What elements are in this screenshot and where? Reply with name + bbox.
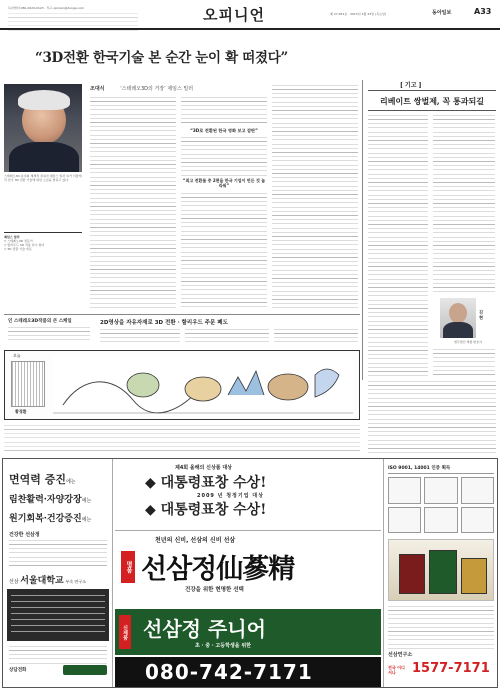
- quote-1: “3D로 전환된 한국 영화 보고 감탄”: [190, 128, 258, 133]
- feature-headline: “3D전환 한국기술 본 순간 눈이 확 떠졌다”: [35, 50, 288, 66]
- column-body-lower: [368, 380, 496, 454]
- ad-award-panel: [115, 461, 381, 531]
- byline-text: ‘스테레오3D의 거장’ 제임스 밀러: [120, 86, 194, 92]
- ad-phone-number: 080-742-7171: [145, 660, 313, 684]
- certificate-image: [388, 507, 421, 534]
- paper-name: 동아일보: [432, 10, 452, 16]
- profile-box: [4, 232, 82, 270]
- masthead-rule: [0, 28, 500, 30]
- ad-left-text-2: [9, 645, 107, 665]
- column-title: 리베이트 쌍벌제, 꼭 통과되길: [380, 96, 484, 106]
- ad-certificate-grid: [388, 477, 494, 533]
- feature-body-col2c: [181, 192, 267, 310]
- certificate-image: [424, 507, 457, 534]
- ad-brand-name: 선삼정仙蔘精: [141, 554, 295, 585]
- certificate-image: [461, 507, 494, 534]
- ad-award-top: 제4회 올해의 신상품 대상: [175, 465, 233, 471]
- profile-line: ▽ 3D 전환 기술 자문: [4, 247, 32, 251]
- certificate-image: [388, 477, 421, 504]
- sub-body-col2: [100, 328, 180, 346]
- ad-right-phone: 1577-7171: [412, 661, 490, 676]
- feature-body-col3: [272, 84, 358, 310]
- cartoon-label: 오늘: [13, 353, 21, 358]
- feature-body-col2b: [181, 136, 267, 176]
- ad-right-text: [388, 605, 494, 649]
- ad-brand-sub: 건강을 위한 현명한 선택: [185, 587, 244, 593]
- ad-univ-line: 선삼 서울대학교 부속 연구소: [9, 576, 86, 586]
- ad-left-text: [9, 539, 107, 569]
- column-body-right: [433, 114, 495, 294]
- page-number: A33: [474, 7, 492, 16]
- ad-left-panel: [3, 459, 113, 687]
- ad-junior-sub: 초 · 중 · 고등학생을 위한: [195, 643, 251, 649]
- cartoon-strip: [4, 350, 360, 420]
- ad-logo-icon: [63, 665, 107, 675]
- masthead: [0, 0, 500, 44]
- ad-company: 선삼연구소: [388, 652, 413, 658]
- masthead-contact: 독자센터 080-2020-0123 · 투고 opinion@donga.com: [8, 6, 85, 10]
- product-box-icon: [399, 554, 425, 594]
- author-photo: [440, 298, 476, 338]
- product-box-icon: [461, 558, 487, 594]
- ad-dark-list-lines: [11, 593, 105, 637]
- column-divider: [362, 80, 363, 380]
- ad-award-1: ◆ 대통령표창 수상!: [145, 475, 267, 491]
- ad-phone-bar: [115, 657, 381, 687]
- profile-title: 제임스 밀러: [4, 235, 20, 239]
- photo-caption: 스테레오3D 분야의 세계적 권위자 제임스 밀러 씨가 서울에서 한국 3D 전환 기술에 대한 소감을 밝히고 있다.: [4, 174, 82, 182]
- interview-photo: [4, 84, 82, 172]
- column-body-right-end: [433, 348, 495, 376]
- sub-heading: 인 스테레오3D작품의 큰 스케일: [8, 319, 72, 324]
- ad-award-year: 2009 년 청정기업 대상: [197, 493, 264, 499]
- cartoon-artist: 황경환: [15, 409, 27, 414]
- sub-body-col4: [274, 328, 358, 346]
- photo-body-shape: [9, 142, 79, 172]
- cartoon-heading: 2D영상을 자유자재로 3D 전환 · 할리우드 주문 폐도: [100, 320, 228, 326]
- ad-iso: ISO 9001, 14001 인증 획득: [388, 465, 494, 474]
- ad-brand-side: 명품: [121, 551, 135, 583]
- photo-hair-shape: [18, 90, 70, 110]
- ad-junior-side: 신제품: [119, 615, 131, 649]
- column-tag-rule: [368, 90, 496, 91]
- ad-junior-name: 선삼정 주니어: [143, 617, 266, 641]
- ad-phrase-2: 림찬활력·자양강장에는: [9, 495, 92, 505]
- author-face-shape: [449, 303, 467, 323]
- ad-phrase-3: 원기회복·건강증진에는: [9, 514, 92, 524]
- feature-body-col1: [90, 96, 176, 310]
- product-box-icon: [429, 550, 457, 594]
- ad-brand-panel: [115, 533, 381, 607]
- ad-dark-list: [7, 589, 109, 641]
- certificate-image: [424, 477, 457, 504]
- column-tag: [ 기고 ]: [400, 82, 422, 89]
- quote-2: “최고 전환물 중 2편을 한국 기업이 만든 것 놀라워”: [182, 178, 266, 188]
- interviewer-label: 조대식: [90, 86, 105, 92]
- ad-diamond-icon: ◆: [145, 475, 156, 491]
- ad-right-phone-label: 전국 어디서나: [388, 665, 405, 675]
- author-body-shape: [443, 322, 473, 338]
- profile-line: ▽ 할리우드 3D 작품 다수 참여: [4, 243, 45, 247]
- certificate-image: [461, 477, 494, 504]
- ad-line-4: 건강한 선삼정: [9, 532, 40, 538]
- ad-right-panel: [383, 459, 497, 687]
- ad-phrase-1: 면역력 증진에는: [9, 473, 76, 486]
- date-line: 제 27,051호 · 2015년 4월 23일 (목요일): [330, 12, 387, 16]
- ad-award-2: ◆ 대통령표창 수상!: [145, 502, 267, 518]
- profile-line: ▽ 스테레오3D 전문가: [4, 239, 33, 243]
- feature-bottom-rule: [4, 314, 360, 315]
- cartoon-drawing: [53, 355, 353, 417]
- sub-body-lower: [4, 424, 360, 454]
- ad-phone-label: 상담전화: [9, 668, 27, 673]
- ad-diamond-icon: ◆: [145, 502, 156, 518]
- masthead-contact-lines: [8, 12, 138, 34]
- ad-slogan-top: 천년의 신비, 선삼의 신비 선삼: [155, 537, 236, 544]
- section-title: 오피니언: [203, 6, 265, 24]
- author-name: 김 현: [479, 310, 484, 320]
- column-body-left: [368, 114, 428, 376]
- column-title-rule: [368, 110, 496, 111]
- advertisement: [2, 458, 498, 688]
- sub-body-col1: [8, 326, 90, 344]
- author-title: 법무법인 세종 변호사: [454, 340, 482, 344]
- feature-body-col2: [181, 96, 267, 126]
- ad-product-images: [388, 539, 494, 601]
- cartoon-number-icon: [11, 361, 45, 407]
- sub-body-col3: [185, 328, 269, 346]
- ad-junior-panel: [115, 609, 381, 655]
